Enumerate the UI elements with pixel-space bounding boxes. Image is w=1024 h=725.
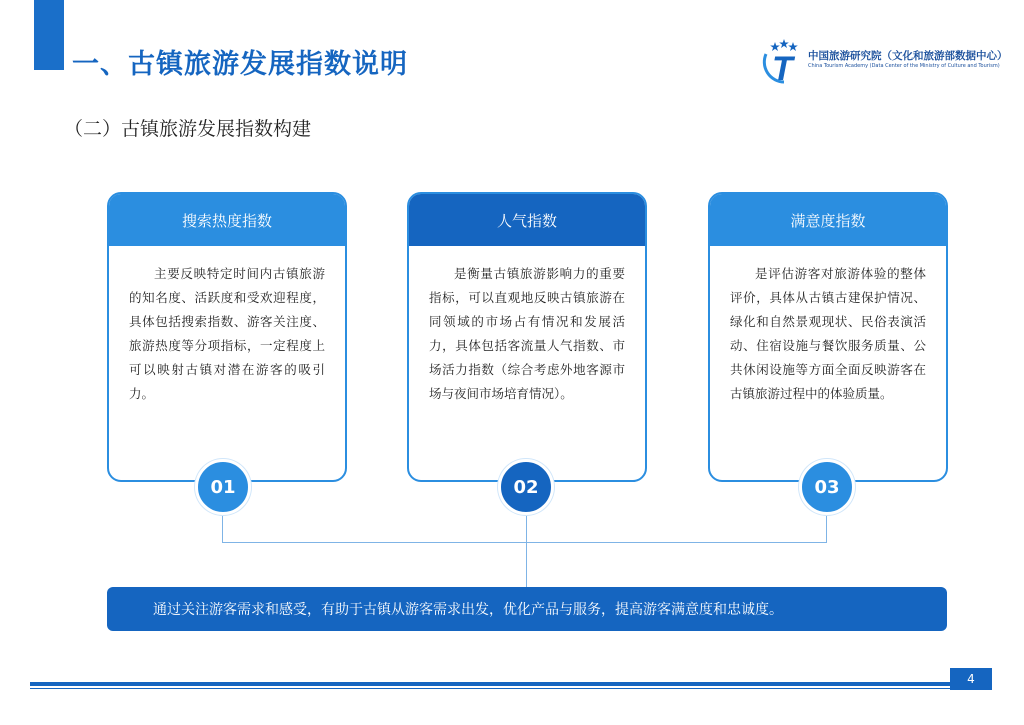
logo-en-text: China Tourism Academy (Data Center of the Ministry of Culture and Tourism) [808,63,1000,69]
page-title: 一、古镇旅游发展指数说明 [72,49,408,80]
connector-line [826,512,827,542]
summary-text: 通过关注游客需求和感受，有助于古镇从游客需求出发，优化产品与服务，提高游客满意度和忠诚度。 [153,602,783,618]
card-search-index [107,192,347,482]
connector-line [526,512,527,587]
footer-divider [30,682,950,686]
card-title: 人气指数 [409,194,645,246]
academy-logo-icon [760,36,810,86]
connector-line [222,512,223,542]
page-number: 4 [950,668,992,690]
card-body: 是衡量古镇旅游影响力的重要指标，可以直观地反映古镇旅游在同领域的市场占有情况和发展活力，具体包括客流量人气指数、市场活力指数（综合考虑外地客源市场与夜间市场培育情况）。 [429,266,625,401]
card-popularity-index [407,192,647,482]
number-badge: 01 [195,459,251,515]
card-title: 满意度指数 [710,194,946,246]
title-accent-bar [34,0,64,70]
logo-cn-text: 中国旅游研究院（文化和旅游部数据中心） [808,50,1008,62]
connector-line [222,542,827,543]
logo [760,36,1008,86]
section-subtitle: （二）古镇旅游发展指数构建 [64,118,312,140]
card-title: 搜索热度指数 [109,194,345,246]
footer-divider [30,688,950,689]
number-badge: 03 [799,459,855,515]
summary-banner [107,587,947,631]
logo-letter: T [772,50,793,86]
card-satisfaction-index [708,192,948,482]
number-badge: 02 [498,459,554,515]
card-body: 是评估游客对旅游体验的整体评价，具体从古镇古建保护情况、绿化和自然景观现状、民俗表演活动、住宿设施与餐饮服务质量、公共休闲设施等方面全面反映游客在古镇旅游过程中的体验质量。 [730,266,926,401]
card-body: 主要反映特定时间内古镇旅游的知名度、活跃度和受欢迎程度，具体包括搜索指数、游客关注度、旅游热度等分项指标，一定程度上可以映射古镇对潜在游客的吸引力。 [129,266,325,401]
